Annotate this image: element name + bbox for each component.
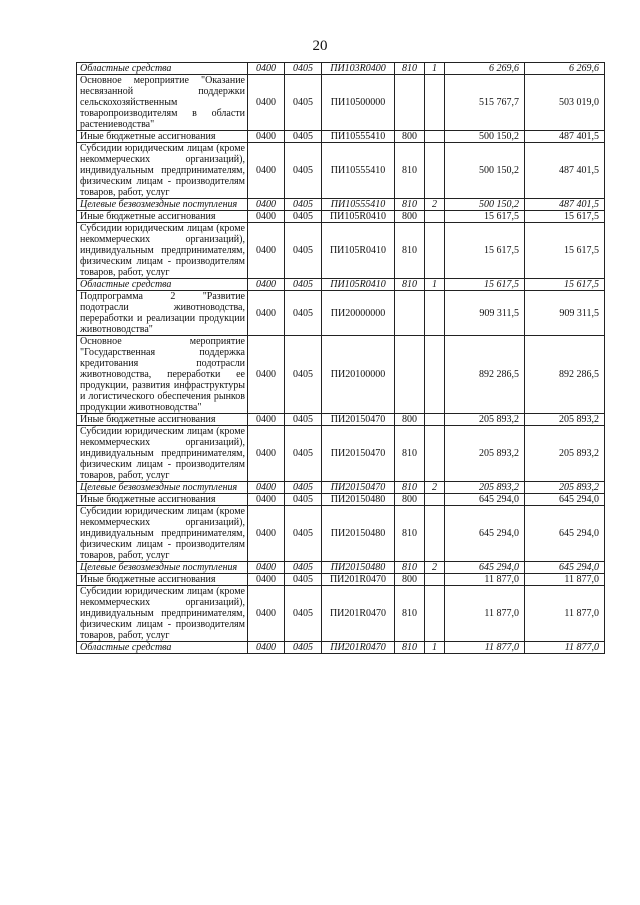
amount-year-2: 645 294,0: [525, 494, 605, 506]
funding-source-code: 1: [425, 63, 445, 75]
amount-year-1: 645 294,0: [445, 506, 525, 562]
section-code: 0400: [248, 642, 285, 654]
row-name: Иные бюджетные ассигнования: [77, 494, 248, 506]
section-code: 0400: [248, 211, 285, 223]
amount-year-1: 6 269,6: [445, 63, 525, 75]
budget-table: [76, 62, 605, 654]
row-name: Субсидии юридическим лицам (кроме некоммерческих организаций), индивидуальным предпринимателям, физическим лицам - производителям товаров, работ, услуг: [77, 426, 248, 482]
funding-source-code: 2: [425, 482, 445, 494]
table-row: [77, 574, 605, 586]
section-code: 0400: [248, 574, 285, 586]
amount-year-2: 503 019,0: [525, 75, 605, 131]
subsection-code: 0405: [285, 291, 322, 336]
row-name: Целевые безвозмездные поступления: [77, 199, 248, 211]
subsection-code: 0405: [285, 642, 322, 654]
expense-type-code: [395, 291, 425, 336]
amount-year-1: 11 877,0: [445, 586, 525, 642]
amount-year-1: 500 150,2: [445, 143, 525, 199]
amount-year-2: 205 893,2: [525, 426, 605, 482]
amount-year-1: 205 893,2: [445, 414, 525, 426]
amount-year-2: 645 294,0: [525, 562, 605, 574]
section-code: 0400: [248, 494, 285, 506]
amount-year-1: 500 150,2: [445, 199, 525, 211]
row-name: Целевые безвозмездные поступления: [77, 482, 248, 494]
expense-type-code: 810: [395, 586, 425, 642]
subsection-code: 0405: [285, 562, 322, 574]
expense-type-code: 810: [395, 506, 425, 562]
target-article-code: ПИ105R0410: [322, 223, 395, 279]
page-number: 20: [312, 38, 328, 54]
amount-year-1: 11 877,0: [445, 642, 525, 654]
target-article-code: ПИ10555410: [322, 143, 395, 199]
amount-year-2: 15 617,5: [525, 211, 605, 223]
section-code: 0400: [248, 586, 285, 642]
row-name: Субсидии юридическим лицам (кроме некоммерческих организаций), индивидуальным предпринимателям, физическим лицам - производителям товаров, работ, услуг: [77, 223, 248, 279]
section-code: 0400: [248, 336, 285, 414]
amount-year-1: 515 767,7: [445, 75, 525, 131]
section-code: 0400: [248, 143, 285, 199]
section-code: 0400: [248, 63, 285, 75]
table-row: [77, 586, 605, 642]
target-article-code: ПИ20150470: [322, 426, 395, 482]
funding-source-code: [425, 574, 445, 586]
amount-year-2: 487 401,5: [525, 199, 605, 211]
row-name: Субсидии юридическим лицам (кроме некоммерческих организаций), индивидуальным предпринимателям, физическим лицам - производителям товаров, работ, услуг: [77, 586, 248, 642]
funding-source-code: [425, 211, 445, 223]
funding-source-code: [425, 75, 445, 131]
row-name: Иные бюджетные ассигнования: [77, 414, 248, 426]
table-row: [77, 223, 605, 279]
subsection-code: 0405: [285, 586, 322, 642]
amount-year-2: 11 877,0: [525, 586, 605, 642]
table-row: [77, 211, 605, 223]
funding-source-code: 1: [425, 279, 445, 291]
subsection-code: 0405: [285, 223, 322, 279]
amount-year-2: 205 893,2: [525, 482, 605, 494]
amount-year-2: 892 286,5: [525, 336, 605, 414]
expense-type-code: 800: [395, 494, 425, 506]
subsection-code: 0405: [285, 506, 322, 562]
expense-type-code: [395, 75, 425, 131]
table-row: [77, 506, 605, 562]
row-name: Подпрограмма 2 "Развитие подотрасли животноводства, переработки и реализации продукции животноводства": [77, 291, 248, 336]
amount-year-2: 15 617,5: [525, 279, 605, 291]
expense-type-code: 810: [395, 143, 425, 199]
subsection-code: 0405: [285, 143, 322, 199]
subsection-code: 0405: [285, 336, 322, 414]
row-name: Субсидии юридическим лицам (кроме некоммерческих организаций), индивидуальным предпринимателям, физическим лицам - производителям товаров, работ, услуг: [77, 506, 248, 562]
amount-year-1: 645 294,0: [445, 494, 525, 506]
subsection-code: 0405: [285, 482, 322, 494]
funding-source-code: 2: [425, 562, 445, 574]
expense-type-code: 810: [395, 63, 425, 75]
expense-type-code: 800: [395, 414, 425, 426]
amount-year-1: 15 617,5: [445, 279, 525, 291]
row-name: Иные бюджетные ассигнования: [77, 211, 248, 223]
table-row: [77, 414, 605, 426]
amount-year-1: 909 311,5: [445, 291, 525, 336]
funding-source-code: [425, 291, 445, 336]
expense-type-code: 810: [395, 223, 425, 279]
amount-year-2: 909 311,5: [525, 291, 605, 336]
table-row: [77, 642, 605, 654]
table-row: [77, 63, 605, 75]
table-row: [77, 494, 605, 506]
table-row: [77, 291, 605, 336]
row-name: Основное мероприятие "Оказание несвязанной поддержки сельскохозяйственным товаропроизводителям в области растениеводства": [77, 75, 248, 131]
amount-year-2: 487 401,5: [525, 131, 605, 143]
section-code: 0400: [248, 414, 285, 426]
amount-year-1: 15 617,5: [445, 211, 525, 223]
section-code: 0400: [248, 131, 285, 143]
funding-source-code: 1: [425, 642, 445, 654]
amount-year-1: 11 877,0: [445, 574, 525, 586]
target-article-code: ПИ201R0470: [322, 586, 395, 642]
section-code: 0400: [248, 279, 285, 291]
row-name: Иные бюджетные ассигнования: [77, 574, 248, 586]
target-article-code: ПИ20100000: [322, 336, 395, 414]
amount-year-2: 645 294,0: [525, 506, 605, 562]
expense-type-code: 800: [395, 211, 425, 223]
subsection-code: 0405: [285, 426, 322, 482]
target-article-code: ПИ20000000: [322, 291, 395, 336]
target-article-code: ПИ20150480: [322, 506, 395, 562]
table-row: [77, 131, 605, 143]
table-row: [77, 336, 605, 414]
table-body: [77, 63, 605, 654]
amount-year-2: 205 893,2: [525, 414, 605, 426]
subsection-code: 0405: [285, 131, 322, 143]
amount-year-1: 645 294,0: [445, 562, 525, 574]
subsection-code: 0405: [285, 494, 322, 506]
table-row: [77, 279, 605, 291]
section-code: 0400: [248, 291, 285, 336]
subsection-code: 0405: [285, 199, 322, 211]
row-name: Иные бюджетные ассигнования: [77, 131, 248, 143]
funding-source-code: [425, 131, 445, 143]
section-code: 0400: [248, 199, 285, 211]
target-article-code: ПИ20150480: [322, 562, 395, 574]
subsection-code: 0405: [285, 75, 322, 131]
funding-source-code: [425, 426, 445, 482]
subsection-code: 0405: [285, 574, 322, 586]
table-row: [77, 562, 605, 574]
amount-year-1: 205 893,2: [445, 426, 525, 482]
funding-source-code: [425, 336, 445, 414]
table-row: [77, 426, 605, 482]
section-code: 0400: [248, 426, 285, 482]
funding-source-code: [425, 223, 445, 279]
expense-type-code: 800: [395, 131, 425, 143]
funding-source-code: [425, 586, 445, 642]
row-name: Основное мероприятие "Государственная поддержка кредитования подотрасли животноводства, переработки ее продукции, развития инфраструктуры и логистического обеспечения рынков продукции животноводства": [77, 336, 248, 414]
row-name: Областные средства: [77, 279, 248, 291]
target-article-code: ПИ20150480: [322, 494, 395, 506]
expense-type-code: 800: [395, 574, 425, 586]
section-code: 0400: [248, 482, 285, 494]
target-article-code: ПИ201R0470: [322, 574, 395, 586]
row-name: Областные средства: [77, 63, 248, 75]
target-article-code: ПИ105R0410: [322, 211, 395, 223]
table-row: [77, 143, 605, 199]
funding-source-code: [425, 414, 445, 426]
amount-year-2: 6 269,6: [525, 63, 605, 75]
expense-type-code: 810: [395, 562, 425, 574]
target-article-code: ПИ105R0410: [322, 279, 395, 291]
target-article-code: ПИ20150470: [322, 414, 395, 426]
amount-year-1: 892 286,5: [445, 336, 525, 414]
table-row: [77, 75, 605, 131]
row-name: Субсидии юридическим лицам (кроме некоммерческих организаций), индивидуальным предпринимателям, физическим лицам - производителям товаров, работ, услуг: [77, 143, 248, 199]
funding-source-code: [425, 506, 445, 562]
target-article-code: ПИ10500000: [322, 75, 395, 131]
amount-year-1: 15 617,5: [445, 223, 525, 279]
row-name: Целевые безвозмездные поступления: [77, 562, 248, 574]
expense-type-code: 810: [395, 642, 425, 654]
expense-type-code: 810: [395, 199, 425, 211]
amount-year-2: 11 877,0: [525, 574, 605, 586]
table-row: [77, 199, 605, 211]
funding-source-code: [425, 143, 445, 199]
amount-year-2: 15 617,5: [525, 223, 605, 279]
amount-year-1: 205 893,2: [445, 482, 525, 494]
amount-year-2: 487 401,5: [525, 143, 605, 199]
table-row: [77, 482, 605, 494]
target-article-code: ПИ20150470: [322, 482, 395, 494]
target-article-code: ПИ201R0470: [322, 642, 395, 654]
target-article-code: ПИ103R0400: [322, 63, 395, 75]
expense-type-code: [395, 336, 425, 414]
expense-type-code: 810: [395, 279, 425, 291]
amount-year-1: 500 150,2: [445, 131, 525, 143]
section-code: 0400: [248, 506, 285, 562]
section-code: 0400: [248, 562, 285, 574]
subsection-code: 0405: [285, 414, 322, 426]
amount-year-2: 11 877,0: [525, 642, 605, 654]
section-code: 0400: [248, 75, 285, 131]
subsection-code: 0405: [285, 211, 322, 223]
expense-type-code: 810: [395, 426, 425, 482]
target-article-code: ПИ10555410: [322, 131, 395, 143]
funding-source-code: 2: [425, 199, 445, 211]
expense-type-code: 810: [395, 482, 425, 494]
funding-source-code: [425, 494, 445, 506]
subsection-code: 0405: [285, 279, 322, 291]
subsection-code: 0405: [285, 63, 322, 75]
row-name: Областные средства: [77, 642, 248, 654]
section-code: 0400: [248, 223, 285, 279]
target-article-code: ПИ10555410: [322, 199, 395, 211]
